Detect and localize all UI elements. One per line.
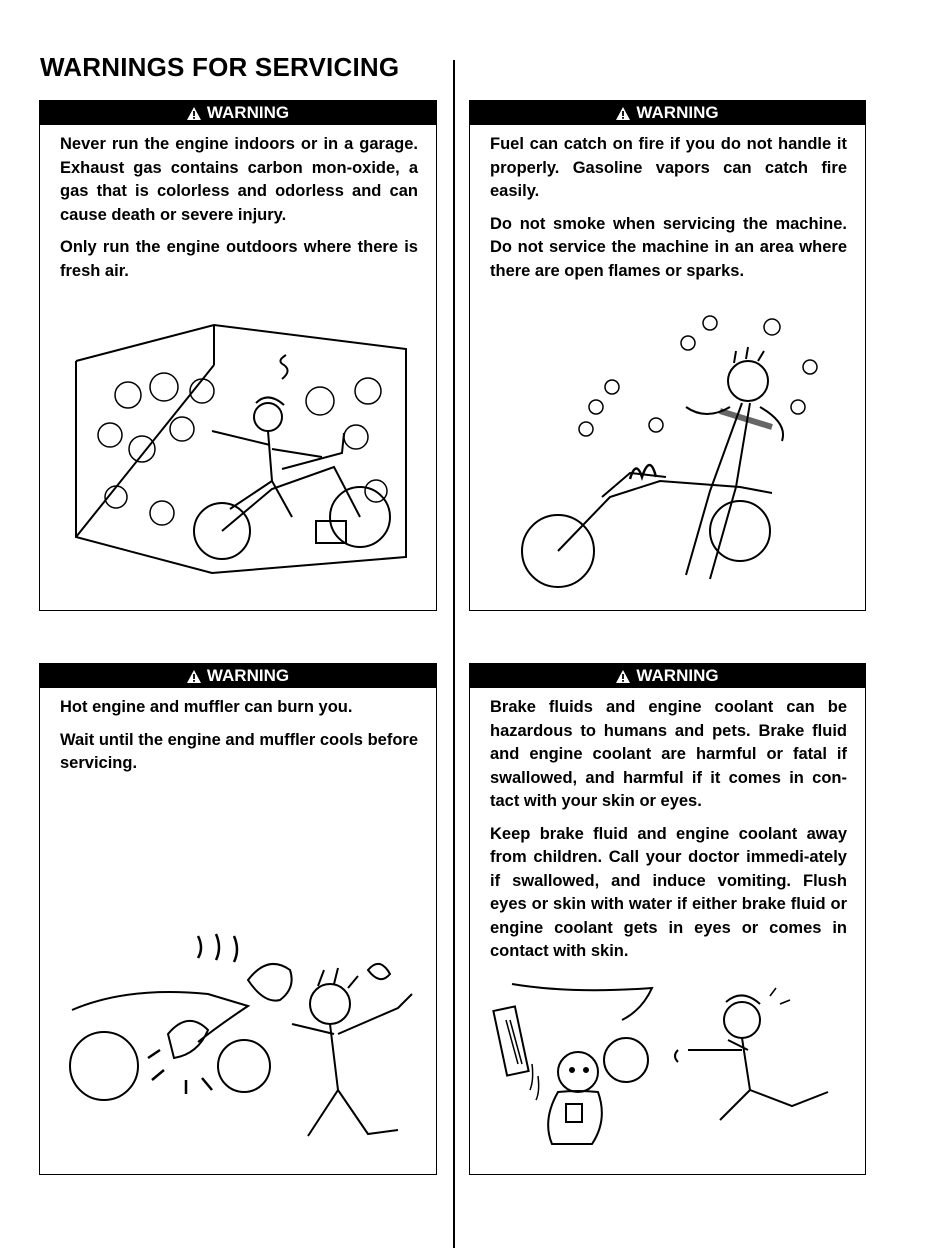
warning-card-hot-muffler [39,663,437,1175]
warning-card-brake-fluid [469,663,866,1175]
warning-label: WARNING [636,666,719,685]
warning-text: Keep brake fluid and engine coolant away from children. Call your doctor immedi-ately if swallowed, and induce vomiting. Flush eyes or skin with water if either brake fluid or engine coolant gets in eyes or comes in contact with skin. [490,824,847,960]
warning-label: WARNING [206,666,290,685]
warning-header [470,664,865,688]
warning-header [470,101,865,125]
hot-muffler-illustration [68,930,418,1160]
garage-exhaust-illustration [72,321,412,577]
warning-text: Brake fluids and engine coolant can be hazardous to humans and pets. Brake fluid and engine coolant are harmful or fatal if swallowed, and harmful if it comes in con-tact with your skin or eyes. [490,698,847,810]
warning-text: Do not smoke when servicing the machine. Do not service the machine in an area where there are open flames or sparks. [490,214,847,280]
warning-triangle-icon [187,670,201,683]
column-divider [453,60,455,1248]
warning-label: WARNING [206,103,290,122]
warning-header [40,664,436,688]
warning-card-fuel-fire [469,100,866,611]
warning-label: WARNING [636,103,719,122]
page-title: WARNINGS FOR SERVICING [40,52,400,82]
warning-triangle-icon [616,670,630,683]
brake-fluid-illustration [492,980,852,1156]
warning-card-exhaust [39,100,437,611]
warning-triangle-icon [616,107,630,120]
warning-header [40,101,436,125]
warning-text: Never run the engine indoors or in a garage. Exhaust gas contains carbon mon-oxide, a gas that is colorless and odorless and can cause death or severe injury. [60,135,418,224]
warning-text: Wait until the engine and muffler cools before servicing. [60,730,418,772]
warning-text: Hot engine and muffler can burn you. [60,698,353,716]
warning-text: Fuel can catch on fire if you do not handle it properly. Gasoline vapors can catch fire easily. [490,135,847,200]
warning-triangle-icon [187,107,201,120]
fuel-fire-illustration [510,311,830,591]
warning-text: Only run the engine outdoors where there is fresh air. [60,238,418,280]
